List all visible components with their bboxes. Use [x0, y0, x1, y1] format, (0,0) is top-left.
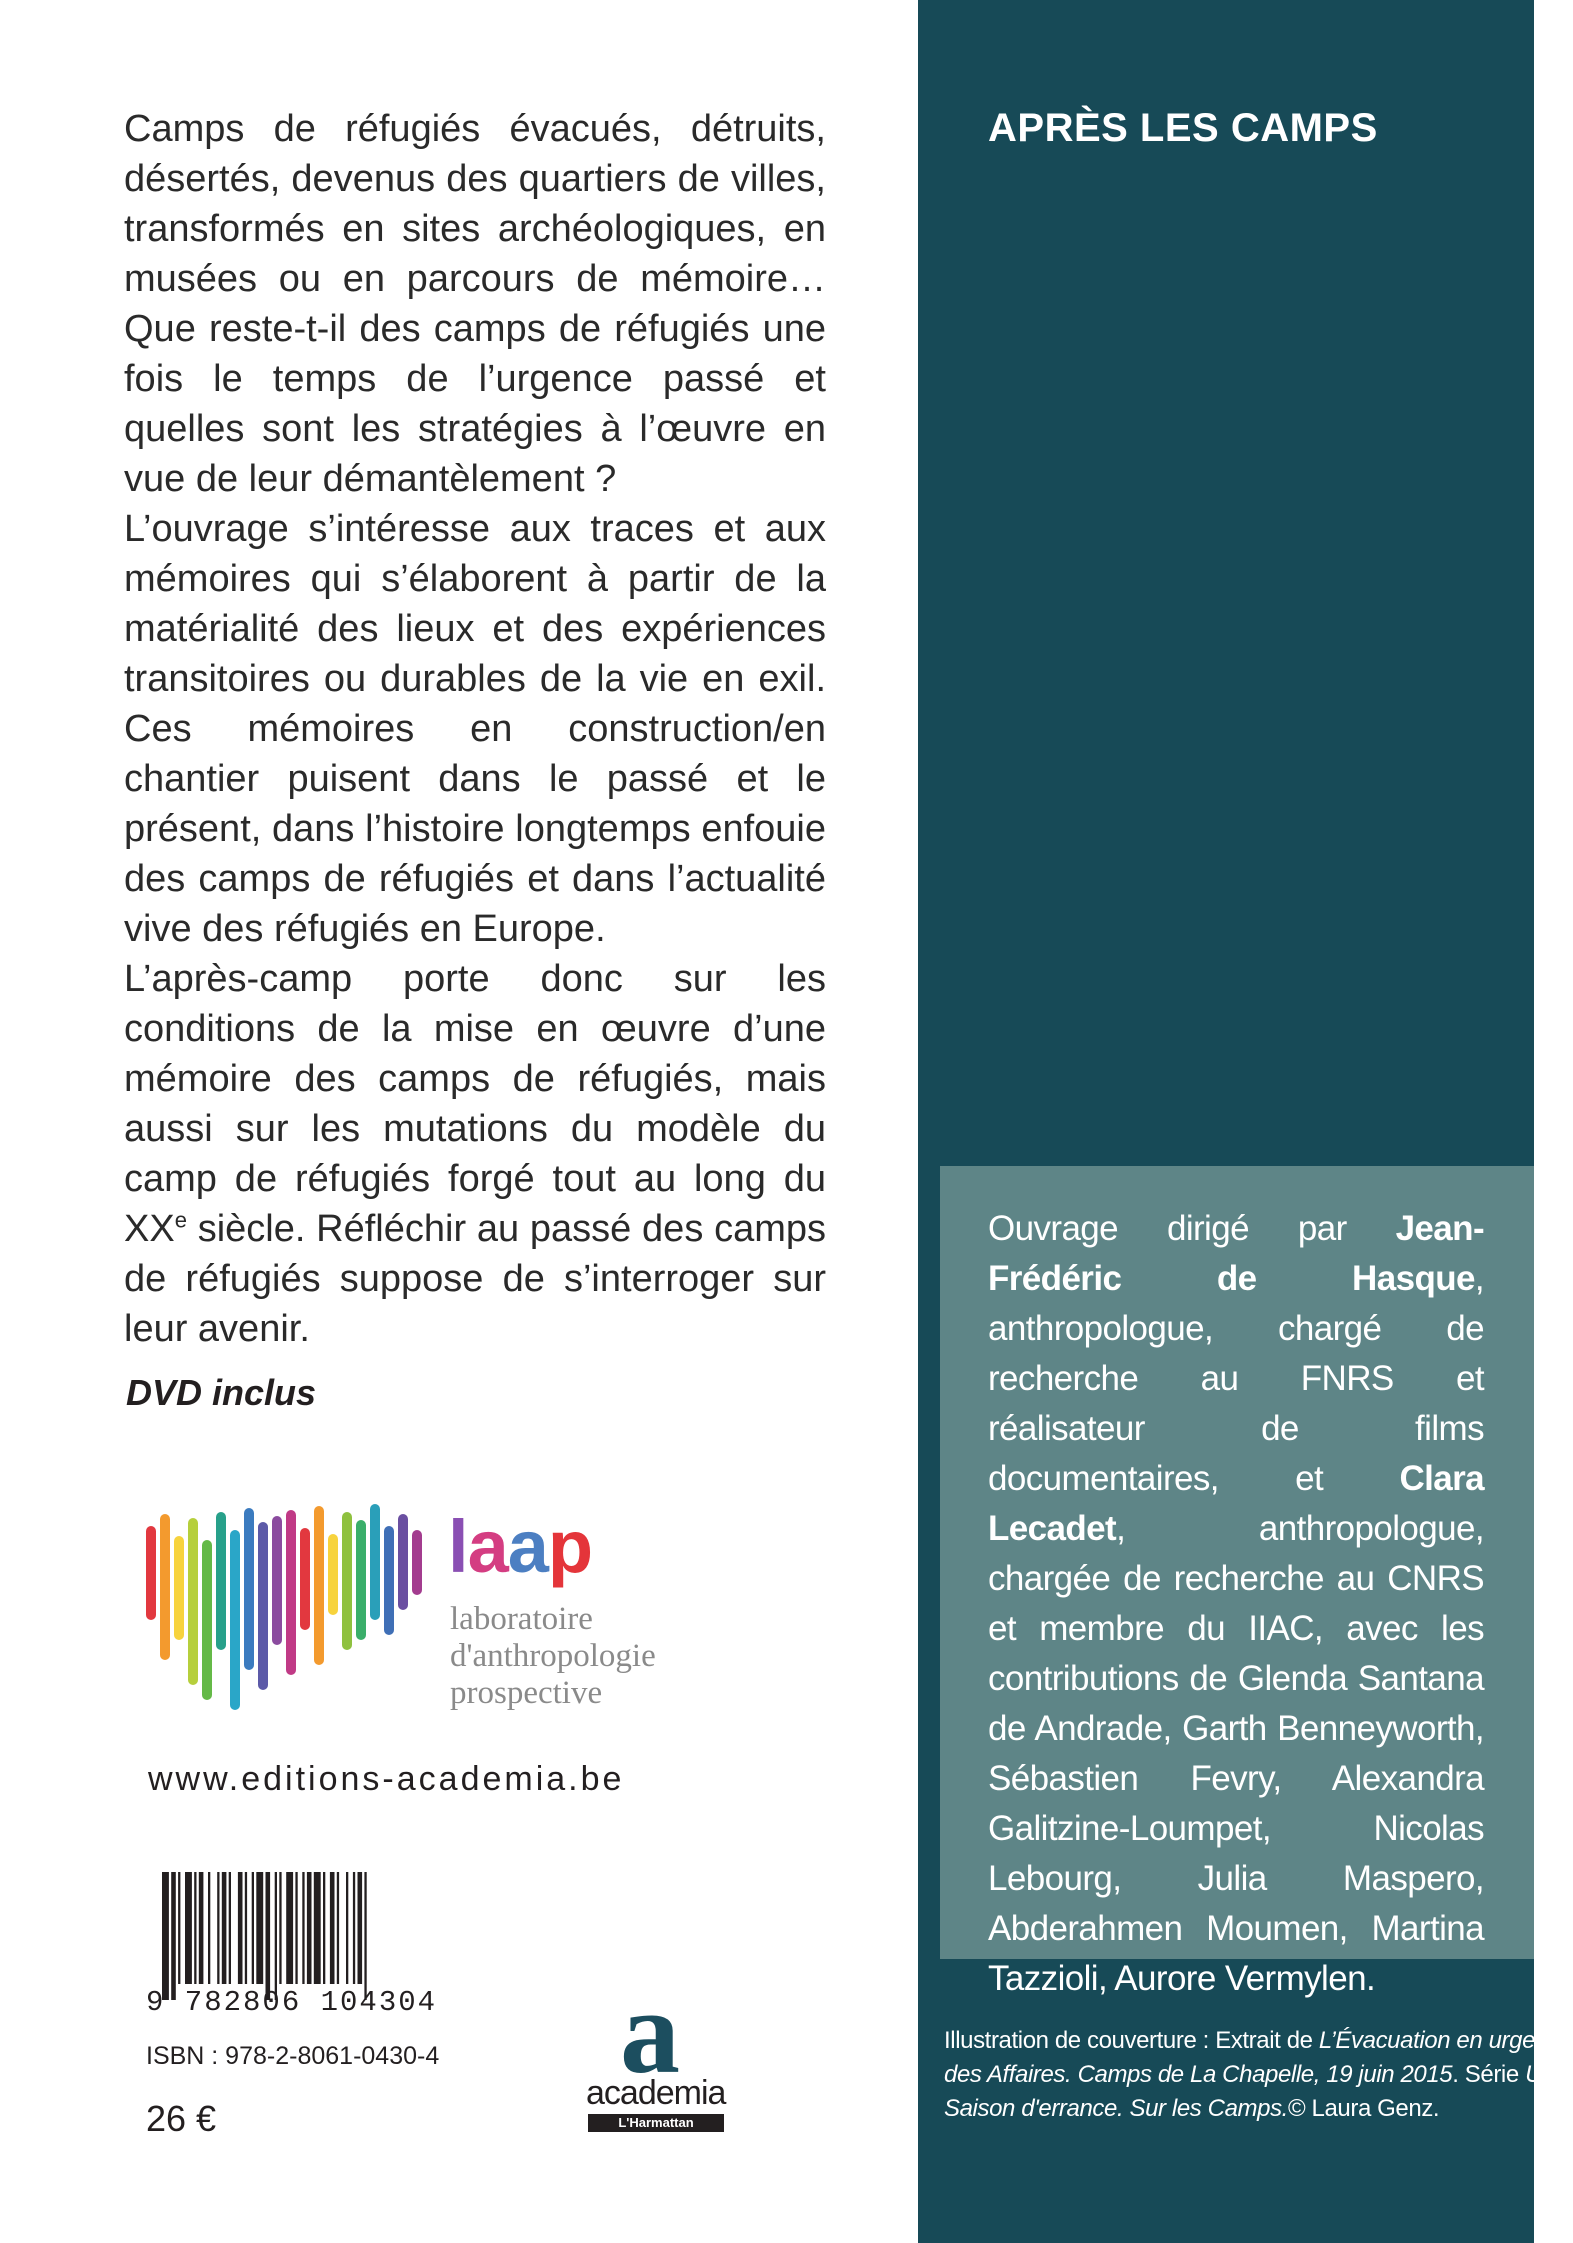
barcode-bar [194, 1872, 196, 1984]
laap-stripe [286, 1510, 296, 1675]
cover-illustration-credit [944, 2024, 1573, 2126]
blurb-p3-superscript: e [174, 1207, 187, 1233]
laap-stripe [370, 1504, 380, 1620]
laap-line-3: prospective [450, 1675, 603, 1711]
barcode-bar [286, 1872, 293, 1984]
laap-line-1: laboratoire [450, 1601, 593, 1637]
authors-text-1: Ouvrage dirigé par [988, 1209, 1396, 1248]
barcode-bar [330, 1872, 335, 1984]
blurb-paragraph-1: Camps de réfugiés évacués, détruits, désertés, devenus des quartiers de villes, transformés en sites archéologiques, en musées ou en parcours de mémoire… Que reste-t-il des camps de réfugiés une fois le temps de l’urgence passé et quelles sont les stratégies à l’œuvre en vue de leur démantèlement ? [124, 108, 826, 500]
laap-stripe [146, 1526, 156, 1620]
authors-text-3: , anthropologue, chargée de recherche au CNRS et membre du IIAC, avec les contributions de Glenda Santana de Andrade, Garth Benneyworth, Sébastien Fevry, Alexandra Galitzine-Loumpet, Nicolas Lebourg, Julia Maspero, Abderahmen Moumen, Martina Tazzioli, Aurore Vermylen. [988, 1509, 1484, 1998]
editor-name-2: Clara Lecadet [988, 1459, 1484, 1548]
credit-title-part-1: L’Évacuation en urgence [1318, 2027, 1573, 2054]
barcode-bar [364, 1872, 366, 2000]
laap-stripe [398, 1514, 408, 1610]
barcode-bar [199, 1872, 204, 1984]
barcode-bar [353, 1872, 355, 1984]
isbn-number: ISBN : 978-2-8061-0430-4 [146, 2042, 440, 2070]
barcode-bar [178, 1872, 180, 1984]
credit-text-2: . Série [1452, 2061, 1526, 2088]
laap-stripe [160, 1514, 170, 1660]
laap-stripe [342, 1512, 352, 1650]
laap-stripe [328, 1534, 338, 1615]
dvd-included-label: DVD inclus [126, 1372, 317, 1413]
laap-stripe [384, 1526, 394, 1635]
barcode-bar [302, 1872, 304, 1984]
credit-copyright: © Laura Genz. [1287, 2095, 1440, 2122]
barcode-bar [185, 1872, 192, 1984]
credit-title-part-2: des Affaires. Camps de La Chapelle, 19 juin 2015 [944, 2061, 1453, 2088]
laap-letter-2: a [467, 1505, 508, 1588]
barcode-digits: 9 782806 104304 [146, 1986, 438, 2019]
barcode-bar [323, 1872, 325, 1984]
barcode-bar [307, 1872, 312, 1984]
price: 26 € [146, 2098, 217, 2139]
credit-line-3 [944, 2092, 1534, 2126]
laap-wordmark [448, 1504, 592, 1589]
blurb-paragraph-2: L’ouvrage s’intéresse aux traces et aux mémoires qui s’élaborent à partir de la matérialité des lieux et des expériences transitoires ou durables de la vie en exil. Ces mémoires en construction/en chantier puisent dans le passé et le présent, dans l’histoire longtemps enfouie des camps de réfugiés et dans l’actualité vive des réfugiés en Europe. [124, 508, 826, 950]
barcode-bar [162, 1872, 169, 2000]
laap-stripe [258, 1522, 268, 1690]
laap-line-2: d'anthropologie [450, 1638, 656, 1674]
academia-logo [580, 1965, 730, 2132]
laap-letter-3: a [507, 1505, 548, 1588]
harmattan-imprint: L'Harmattan [588, 2114, 724, 2132]
barcode-bar [346, 1872, 348, 1984]
blurb-p3-text-end: siècle. Réfléchir au passé des camps de réfugiés suppose de s’interroger sur leur avenir. [124, 1208, 826, 1350]
academia-letter-mark: a [620, 1965, 680, 2098]
barcode-bar [275, 1872, 277, 2000]
laap-letter-1: l [448, 1505, 468, 1588]
blurb-p3-text: L’après-camp porte donc sur les conditions de la mise en œuvre d’une mémoire des camps de réfugiés, mais aussi sur les mutations du modèle du camp de réfugiés forgé tout au long du XX [124, 958, 826, 1250]
barcode-bar [238, 1872, 243, 1984]
credit-line-2 [944, 2058, 1568, 2092]
back-cover-blurb [124, 104, 826, 1354]
barcode-bar [222, 1872, 227, 1984]
laap-stripe [174, 1536, 184, 1640]
author-box [940, 1166, 1534, 1998]
barcode-bar [279, 1872, 281, 1984]
barcode-bar [337, 1872, 339, 1984]
barcode-bar [208, 1872, 210, 1984]
laap-stripe [188, 1518, 198, 1685]
laap-stripe [300, 1528, 310, 1630]
credit-text: Illustration de couverture : Extrait de [944, 2027, 1319, 2054]
laap-logo [142, 1500, 702, 1720]
barcode-bar [358, 1872, 363, 1984]
laap-stripe [314, 1506, 324, 1665]
barcode-bar [295, 1872, 297, 1984]
barcode-bar [256, 1872, 263, 1984]
credit-series-part-1: Une [1525, 2061, 1568, 2088]
publisher-website: www.editions-academia.be [148, 1760, 625, 1798]
editor-name-1: Jean-Frédéric de Hasque [988, 1209, 1484, 1298]
barcode-bar [252, 1872, 254, 1984]
laap-letter-4: p [547, 1505, 593, 1588]
laap-stripe [412, 1530, 422, 1595]
blurb-paragraph-3 [124, 954, 826, 1354]
laap-stripe [202, 1540, 212, 1700]
barcode-bar [266, 1872, 271, 2000]
book-title: APRÈS LES CAMPS [988, 106, 1378, 150]
barcode-bar [314, 1872, 321, 1984]
credit-series-part-2: Saison d'errance. Sur les Camps. [944, 2095, 1288, 2122]
authors-text-2: , anthropologue, chargé de recherche au FNRS et réalisateur de films documentaires, et [988, 1259, 1484, 1498]
authors-text [988, 1204, 1484, 2004]
academia-wordmark: academia [586, 2074, 726, 2112]
laap-stripe [356, 1520, 366, 1640]
credit-line-1 [944, 2024, 1573, 2058]
barcode-bar [229, 1872, 231, 1984]
barcode-bar [245, 1872, 247, 1984]
barcode-bar [217, 1872, 219, 1984]
barcode-bar [171, 1872, 176, 2000]
laap-stripe [230, 1530, 240, 1710]
laap-stripe [216, 1512, 226, 1650]
laap-stripes-graphic [142, 1500, 442, 1720]
laap-stripe [244, 1508, 254, 1670]
laap-stripe [272, 1516, 282, 1645]
